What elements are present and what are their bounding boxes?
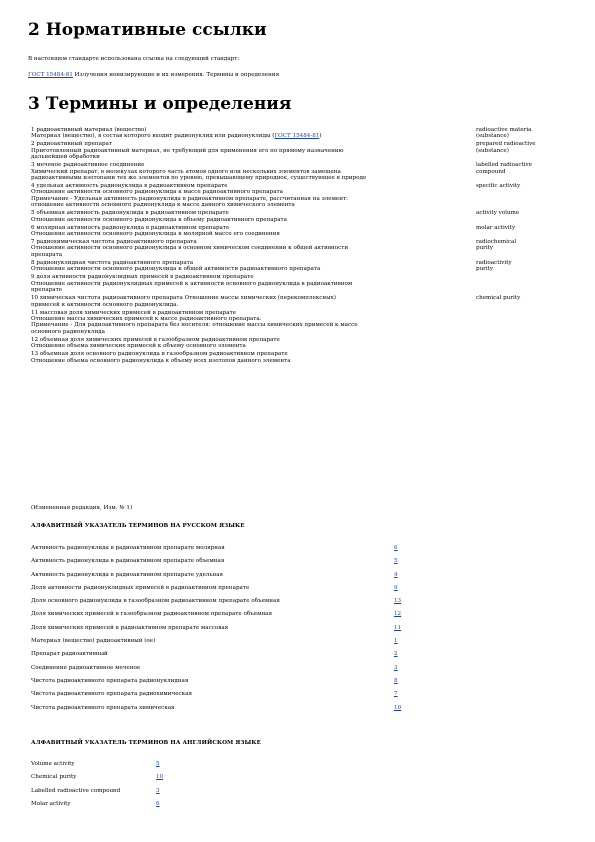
index-term: Доля химических примесей в радиоактивном препарате массовая bbox=[31, 624, 229, 631]
term-definition bbox=[31, 295, 456, 308]
english-equivalent: prepared radioactive (substance) bbox=[476, 141, 536, 154]
term-text-line: отношение активности основного радионуклида к массе данного химического элемента bbox=[31, 202, 295, 209]
term-heading: 7 радиохимическая чистота радиоактивного препарата bbox=[31, 239, 197, 246]
index-term: Активность радионуклида в радиоактивном препарате объемная bbox=[31, 558, 225, 565]
russian-index-row bbox=[31, 651, 398, 664]
term-text-line: дальнейшей обработки bbox=[31, 154, 100, 161]
index-term: Volume activity bbox=[31, 761, 75, 767]
index-term: Активность радионуклида в радиоактивном препарате молярная bbox=[31, 545, 225, 551]
section-2-title: 2 Нормативные ссылки bbox=[28, 20, 267, 40]
index-term: Активность радионуклида в радиоактивном препарате удельная bbox=[31, 571, 224, 578]
index-term: Molar activity bbox=[31, 800, 71, 807]
index-term-link[interactable]: 6 bbox=[156, 800, 160, 807]
russian-index-row bbox=[31, 611, 402, 624]
index-term-link[interactable]: 8 bbox=[394, 677, 398, 684]
english-equivalent: radioactive materia (substance) bbox=[476, 127, 532, 140]
term-definition bbox=[31, 310, 456, 336]
russian-index bbox=[31, 545, 402, 718]
term-heading: 8 радионуклидная чистота радиоактивного препарата bbox=[31, 259, 194, 266]
term-heading: 13 объемная доля основного радионуклида в газообразном радиоактивном препарате bbox=[31, 351, 288, 358]
term-text-line: Отношение объема основного радионуклида к объему всех изотопов данного элемента bbox=[31, 357, 291, 364]
index-term: Чистота радиоактивного препарата радиохимическая bbox=[31, 691, 193, 698]
term-heading: 6 молярная активность радионуклида в радиоактивном препарате bbox=[31, 224, 230, 231]
term-text-line: Отношение активности радионуклидных примесей к активности основного радионуклида в радиоактивном bbox=[31, 280, 353, 287]
term-text-line: Химический препарат, в молекулах которого часть атомов одного или нескольких элементов замещена bbox=[31, 168, 341, 175]
term-definition bbox=[31, 239, 456, 258]
index-term-link[interactable]: 5 bbox=[156, 761, 160, 767]
index-term-link[interactable]: 10 bbox=[394, 704, 402, 711]
english-equivalent: radioactivity purity bbox=[476, 259, 512, 273]
index-term: Препарат радиоактивный bbox=[31, 651, 108, 658]
index-term-link[interactable]: 5 bbox=[394, 558, 398, 565]
term-heading: 10 химическая чистота радиоактивного препарата Отношение массы химических (перекомплексных) bbox=[31, 295, 336, 302]
english-equivalent: chemical purity bbox=[476, 295, 521, 302]
term-heading: 4 удельная активность радионуклида в радиоактивном препарате bbox=[31, 183, 228, 190]
index-term-link[interactable]: 3 bbox=[394, 664, 398, 671]
russian-index-row bbox=[31, 691, 398, 704]
term-text-line: Отношение активности основного радионуклида в основном химическом соединении к общей активности bbox=[31, 245, 349, 252]
term-entry bbox=[31, 183, 571, 209]
index-term-link[interactable]: 6 bbox=[394, 545, 398, 551]
russian-index-row bbox=[31, 545, 398, 558]
term-entry bbox=[31, 260, 571, 273]
term-text-line: Отношение активности основного радионуклида к объему радиоактивного препарата bbox=[31, 216, 287, 223]
term-text-line: основного радионуклида bbox=[31, 328, 105, 335]
terms-list bbox=[31, 127, 571, 366]
russian-index-row bbox=[31, 664, 398, 678]
term-text-line: препарате bbox=[31, 287, 63, 294]
english-index-row bbox=[31, 761, 160, 774]
english-equivalent: activity volume bbox=[476, 210, 520, 217]
russian-index-row bbox=[31, 584, 398, 598]
term-entry bbox=[31, 239, 571, 258]
index-term: Чистота радиоактивного препарата радионуклидная bbox=[31, 677, 189, 684]
term-text-line: Примечание - Удельная активность радионуклида в радиоактивном препарате, рассчитанная на элемент: bbox=[31, 195, 348, 202]
term-heading: 5 объемная активность радионуклида в радиоактивном препарате bbox=[31, 210, 229, 217]
term-entry bbox=[31, 351, 571, 364]
term-heading: 3 меченое радиоактивное соединение bbox=[31, 162, 145, 169]
term-text-line: Материал (вещество), в состав которого входит радионуклид или радионуклиды (ГОСТ 15484-81) bbox=[31, 133, 322, 140]
term-definition bbox=[31, 260, 456, 273]
index-term: Доля основного радионуклида в газообразном радиоактивном препарате объемная bbox=[31, 598, 280, 605]
english-index-row bbox=[31, 774, 164, 787]
index-term-link[interactable]: 4 bbox=[394, 571, 398, 578]
russian-index-row bbox=[31, 571, 398, 585]
term-definition bbox=[31, 274, 456, 293]
index-term-link[interactable]: 11 bbox=[394, 624, 402, 631]
term-text-line: Отношение активности основного радионуклида к общей активности радиоактивного препарата bbox=[31, 266, 321, 273]
english-equivalent: labelled radioactive compound bbox=[476, 162, 532, 175]
index-term-link[interactable]: 10 bbox=[156, 774, 164, 781]
russian-index-row bbox=[31, 677, 398, 691]
english-index-row bbox=[31, 800, 160, 814]
index-term-link[interactable]: 7 bbox=[394, 691, 398, 698]
russian-index-row bbox=[31, 704, 402, 718]
russian-index-row bbox=[31, 558, 398, 571]
term-entry bbox=[31, 141, 571, 160]
term-definition bbox=[31, 351, 456, 364]
term-heading: 9 доля активности радионуклидных примесей в радиоактивном препарате bbox=[31, 274, 254, 281]
english-index-title: АЛФАВИТНЫЙ УКАЗАТЕЛЬ ТЕРМИНОВ НА АНГЛИЙСКОМ ЯЗЫКЕ bbox=[31, 740, 261, 746]
index-term-link[interactable]: 2 bbox=[394, 651, 398, 658]
term-text-line: Отношение активности основного радионуклида к молярной массе его соединения bbox=[31, 231, 280, 238]
term-entry bbox=[31, 127, 571, 140]
index-term-link[interactable]: 12 bbox=[394, 611, 402, 618]
term-text-line: Отношение активности основного радионуклида к массе радиоактивного препарата bbox=[31, 189, 283, 196]
term-heading: 12 объемная доля химических примесей в газообразном радиоактивном препарате bbox=[31, 336, 280, 343]
reference-title: Излучения ионизирующие и их измерения. Термины и определения bbox=[72, 72, 280, 78]
index-term-link[interactable]: 13 bbox=[394, 598, 402, 605]
russian-index-row bbox=[31, 638, 398, 651]
index-term-link[interactable]: 9 bbox=[394, 584, 398, 591]
russian-index-row bbox=[31, 598, 402, 611]
english-equivalent: molar activity bbox=[476, 224, 516, 231]
term-heading: 1 радиоактивный материал (вещество) bbox=[31, 127, 147, 133]
term-entry bbox=[31, 310, 571, 336]
term-text-line: Отношение массы химических примесей к массе радиоактивного препарата. bbox=[31, 315, 262, 322]
english-index bbox=[31, 761, 164, 814]
term-heading: 11 массовая доля химических примесей в радиоактивном препарате bbox=[31, 309, 237, 316]
index-term: Labelled radioactive compound bbox=[31, 787, 121, 794]
index-term: Chemical purity bbox=[31, 774, 77, 781]
term-text-line: Отношение объема химических примесей к объему основного элемента bbox=[31, 343, 246, 350]
index-term: Материал (вещество) радиоактивный (ое) bbox=[31, 638, 156, 645]
english-equivalent: radiochemical purity bbox=[476, 239, 517, 252]
section-3-title: 3 Термины и определения bbox=[28, 94, 292, 114]
term-definition bbox=[31, 141, 456, 160]
term-entry bbox=[31, 295, 571, 308]
term-entry bbox=[31, 274, 571, 293]
term-entry bbox=[31, 210, 571, 223]
index-term: Чистота радиоактивного препарата химическая bbox=[31, 704, 175, 711]
term-definition bbox=[31, 127, 456, 140]
term-entry bbox=[31, 162, 571, 181]
term-definition bbox=[31, 225, 456, 238]
english-index-row bbox=[31, 787, 160, 801]
gost-15484-81-link[interactable]: ГОСТ 15484-81 bbox=[28, 72, 73, 78]
term-definition bbox=[31, 183, 456, 209]
index-term: Соединение радиоактивное меченое bbox=[31, 664, 141, 671]
section-2-intro: В настоящем стандарте использована ссылка на следующий стандарт: bbox=[28, 56, 240, 62]
index-term: Доля химических примесей в газообразном радиоактивном препарате объемная bbox=[31, 611, 273, 618]
term-text-line: препарата bbox=[31, 251, 63, 258]
english-equivalent: specific activity bbox=[476, 183, 521, 190]
term-text-line: Примечание - Для радиоактивного препарата без носителя: отношение массы химических примесей к массе bbox=[31, 322, 358, 329]
term-definition bbox=[31, 162, 456, 181]
index-term-link[interactable]: 1 bbox=[394, 638, 398, 645]
amendment-note: (Измененная редакция, Изм. № 1) bbox=[31, 505, 133, 511]
term-text-line: радиоактивными изотопами тех же элементов по уровню, превышающему природное, существующее в природе bbox=[31, 175, 367, 182]
index-term: Доля активности радионуклидных примесей в радиоактивном препарате bbox=[31, 584, 250, 591]
term-definition bbox=[31, 210, 456, 223]
term-definition bbox=[31, 337, 456, 350]
russian-index-row bbox=[31, 624, 402, 638]
index-term-link[interactable]: 3 bbox=[156, 787, 160, 794]
russian-index-title: АЛФАВИТНЫЙ УКАЗАТЕЛЬ ТЕРМИНОВ НА РУССКОМ ЯЗЫКЕ bbox=[31, 523, 245, 529]
term-text-line: Приготовленный радиоактивный материал, не требующий для применения его по прямому назначению bbox=[31, 147, 344, 154]
term-text-line: примесей к активности основного радионуклида. bbox=[31, 301, 179, 308]
gost-15484-81-link[interactable]: ГОСТ 15484-81 bbox=[274, 133, 320, 140]
section-2-reference bbox=[28, 72, 279, 79]
term-heading: 2 радиоактивный препарат bbox=[31, 141, 112, 148]
term-entry bbox=[31, 225, 571, 238]
term-entry bbox=[31, 337, 571, 350]
